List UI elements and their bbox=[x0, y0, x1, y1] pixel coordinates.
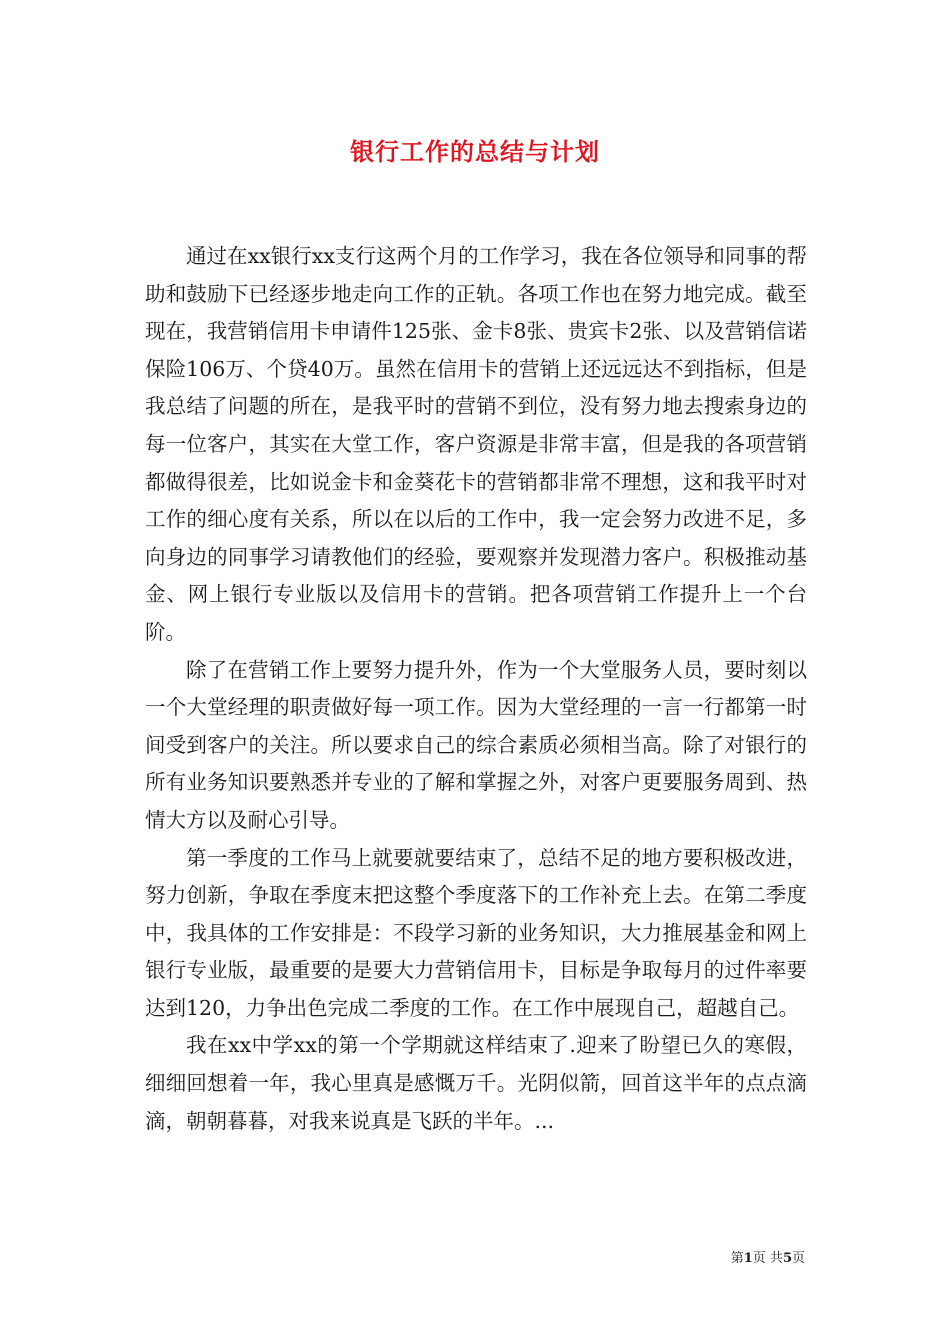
paragraph-2: 除了在营销工作上要努力提升外，作为一个大堂服务人员，要时刻以一个大堂经理的职责做好每一项工作。因为大堂经理的一言一行都第一时间受到客户的关注。所以要求自己的综合素质必须相当高。除了对银行的所有业务知识要熟悉并专业的了解和掌握之外，对客户更要服务周到、热情大方以及耐心引导。 bbox=[145, 657, 807, 832]
paragraph-1: 通过在xx银行xx支行这两个月的工作学习，我在各位领导和同事的帮助和鼓励下已经逐步地走向工作的正轨。各项工作也在努力地完成。截至现在，我营销信用卡申请件125张、金卡8张、贵宾卡2张、以及营销信诺保险106万、个贷40万。虽然在信用卡的营销上还远远达不到指标，但是我总结了问题的所在，是我平时的营销不到位，没有努力地去搜索身边的每一位客户，其实在大堂工作，客户资源是非常丰富，但是我的各项营销都做得很差，比如说金卡和金葵花卡的营销都非常不理想，这和我平时对工作的细心度有关系，所以在以后的工作中，我一定会努力改进不足，多向身边的同事学习请教他们的经验，要观察并发现潜力客户。积极推动基金、网上银行专业版以及信用卡的营销。把各项营销工作提升上一个台阶。 bbox=[145, 244, 807, 644]
paragraph-4: 我在xx中学xx的第一个学期就这样结束了.迎来了盼望已久的寒假，细细回想着一年，我心里真是感慨万千。光阴似箭，回首这半年的点点滴滴，朝朝暮暮，对我来说真是飞跃的半年。... bbox=[145, 1033, 807, 1133]
footer-prefix: 第 bbox=[730, 1251, 744, 1266]
page-number-footer bbox=[731, 1247, 805, 1266]
footer-suffix: 页 bbox=[791, 1251, 805, 1266]
footer-middle: 页 共 bbox=[752, 1251, 783, 1266]
paragraph-3: 第一季度的工作马上就要就要结束了，总结不足的地方要积极改进，努力创新，争取在季度末把这整个季度落下的工作补充上去。在第二季度中，我具体的工作安排是：不段学习新的业务知识，大力推展基金和网上银行专业版，最重要的是要大力营销信用卡，目标是争取每月的过件率要达到120，力争出色完成二季度的工作。在工作中展现自己，超越自己。 bbox=[145, 845, 807, 1020]
footer-current-page: 1 bbox=[743, 1251, 753, 1266]
document-body bbox=[145, 238, 807, 1140]
footer-total-pages: 5 bbox=[782, 1251, 792, 1266]
document-title: 银行工作的总结与计划 bbox=[350, 137, 600, 166]
